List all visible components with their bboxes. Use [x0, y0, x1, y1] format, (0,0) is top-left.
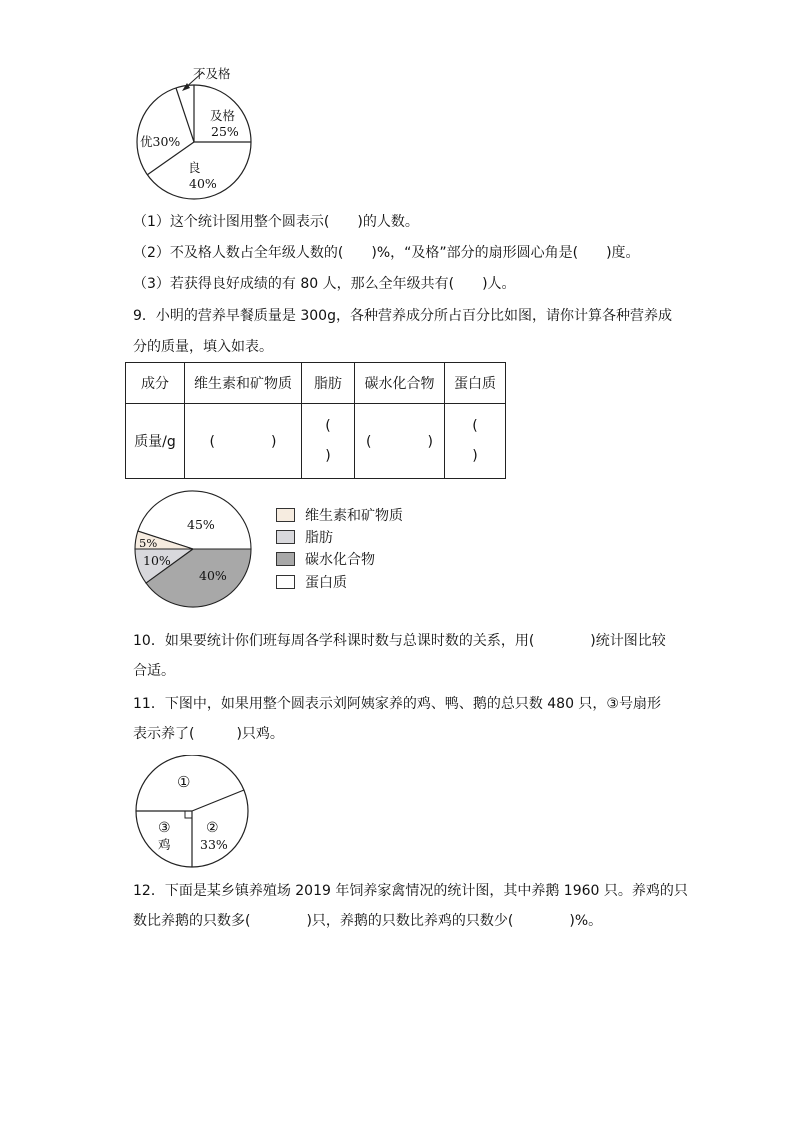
q10-line1: 10．如果要统计你们班每周各学科课时数与总课时数的关系，用( )统计图比较 — [133, 633, 666, 649]
header-vitamin: 维生素和矿物质 — [185, 363, 302, 404]
q9-text-line2: 分的质量，填入如表。 — [133, 339, 273, 355]
table-row — [126, 404, 506, 479]
slice-label-carb: 40% — [199, 568, 227, 583]
header-component: 成分 — [126, 363, 185, 404]
blank-fat-open: ( — [325, 418, 331, 434]
label-good: 良 — [188, 160, 201, 175]
q9-text-line1: 9．小明的营养早餐质量是 300g，各种营养成分所占百分比如图，请你计算各种营养成 — [133, 308, 672, 324]
legend-item-carb — [276, 549, 375, 569]
header-protein: 蛋白质 — [445, 363, 506, 404]
legend-swatch-carb — [276, 552, 295, 566]
q11-line2: 表示养了( )只鸡。 — [133, 726, 284, 742]
blank-carb[interactable]: ( ) — [355, 404, 445, 479]
label-excellent: 优30% — [140, 134, 181, 149]
header-fat: 脂肪 — [302, 363, 355, 404]
blank-fat[interactable] — [302, 404, 355, 479]
poultry-label-3: ③ — [158, 820, 171, 836]
blank-protein[interactable] — [445, 404, 506, 479]
blank-protein-close: ) — [472, 448, 478, 464]
nutrition-table — [125, 362, 506, 479]
row-label-mass: 质量/g — [126, 404, 185, 479]
grade-pie-chart — [125, 60, 265, 200]
blank-fat-close: ) — [325, 448, 331, 464]
label-good-pct: 40% — [189, 176, 217, 191]
blank-vitamin[interactable]: ( ) — [185, 404, 302, 479]
label-pass: 及格 — [210, 108, 236, 123]
q8-item-2: （2）不及格人数占全年级人数的( )%，“及格”部分的扇形圆心角是( )度。 — [133, 245, 640, 261]
q8-item-3: （3）若获得良好成绩的有 80 人，那么全年级共有( )人。 — [133, 276, 516, 292]
header-carb: 碳水化合物 — [355, 363, 445, 404]
table-header-row — [126, 363, 506, 404]
slice-label-fat: 10% — [143, 553, 171, 568]
q12-line2: 数比养鹅的只数多( )只，养鹅的只数比养鸡的只数少( )%。 — [133, 913, 603, 929]
legend-item-fat — [276, 527, 333, 547]
legend-item-protein — [276, 572, 347, 592]
q12-line1: 12．下面是某乡镇养殖场 2019 年饲养家禽情况的统计图，其中养鹅 1960 只。养鸡的只 — [133, 883, 688, 899]
legend-swatch-protein — [276, 575, 295, 589]
slice-label-protein: 45% — [187, 517, 215, 532]
slice-label-vitamin: 5% — [139, 536, 158, 550]
poultry-label-3-name: 鸡 — [158, 837, 171, 852]
label-fail: 不及格 — [193, 66, 231, 81]
poultry-label-2: ② — [206, 820, 219, 836]
q11-line1: 11．下图中，如果用整个圆表示刘阿姨家养的鸡、鸭、鹅的总只数 480 只，③号扇形 — [133, 696, 661, 712]
legend-label-fat: 脂肪 — [305, 530, 333, 546]
legend-label-vitamin: 维生素和矿物质 — [305, 508, 403, 524]
poultry-label-2-pct: 33% — [200, 837, 228, 852]
legend-label-protein: 蛋白质 — [305, 575, 347, 591]
poultry-label-1: ① — [177, 773, 191, 791]
q10-line2: 合适。 — [133, 663, 175, 679]
nutrition-pie-chart — [130, 486, 260, 616]
q8-item-1: （1）这个统计图用整个圆表示( )的人数。 — [133, 214, 419, 230]
legend-swatch-vitamin — [276, 508, 295, 522]
label-pass-pct: 25% — [211, 124, 239, 139]
legend-item-vitamin — [276, 505, 403, 525]
legend-label-carb: 碳水化合物 — [305, 552, 375, 568]
blank-protein-open: ( — [472, 418, 478, 434]
poultry-pie-chart — [130, 755, 255, 870]
legend-swatch-fat — [276, 530, 295, 544]
